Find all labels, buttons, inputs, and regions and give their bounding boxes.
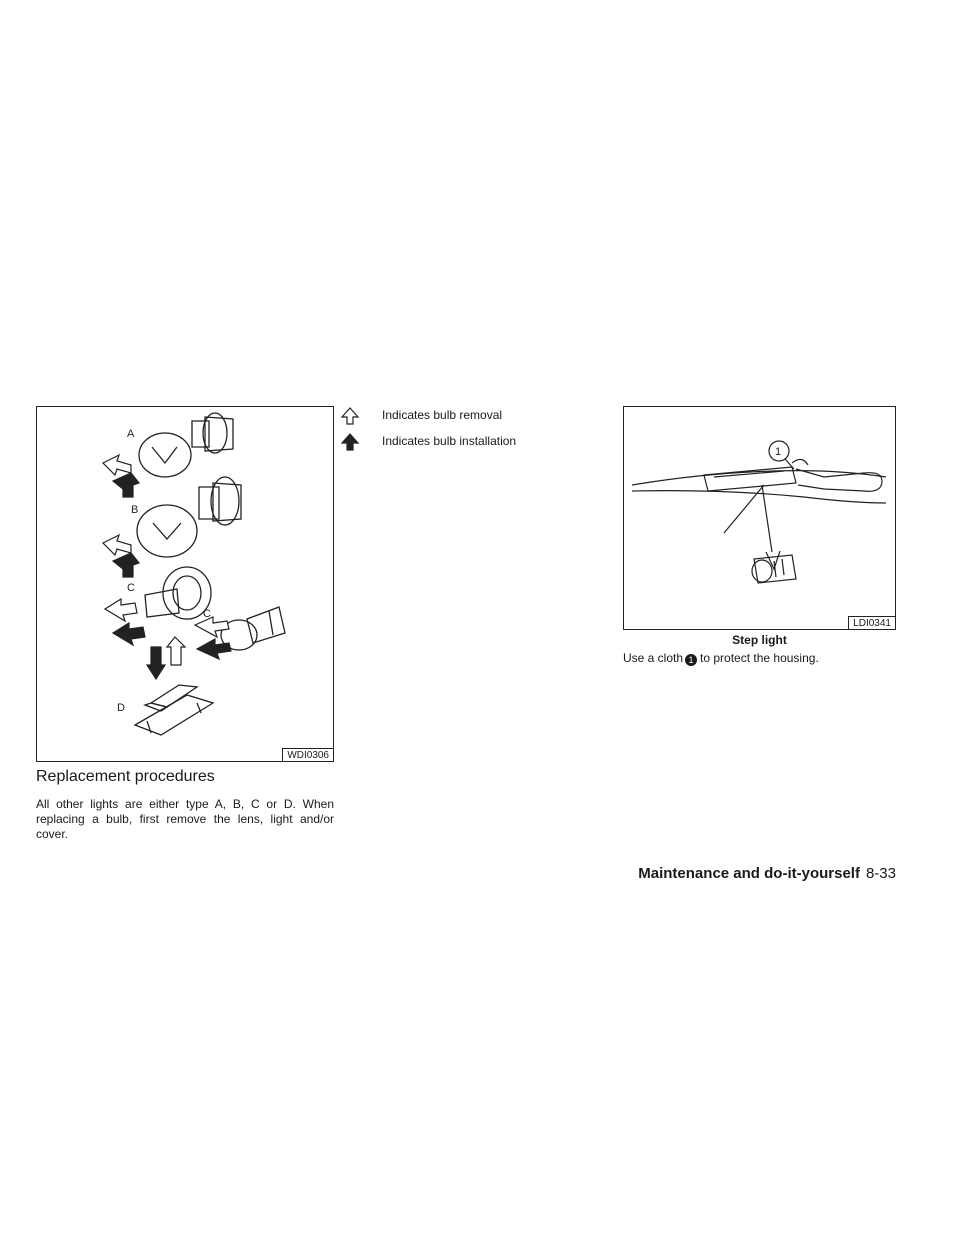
step-light-illustration — [623, 406, 896, 630]
legend-installation — [340, 432, 600, 452]
bulb-types-drawing — [37, 407, 333, 761]
bulb-b-icon — [137, 477, 241, 557]
step-light-note — [623, 651, 896, 666]
label-c2: C — [203, 608, 211, 620]
legend-removal-text: Indicates bulb removal — [382, 408, 503, 422]
step-light-drawing — [624, 407, 895, 629]
solid-arrow-up-icon — [340, 432, 360, 452]
circled-number-1-icon: 1 — [685, 654, 697, 666]
legend-removal — [340, 406, 600, 426]
label-b: B — [131, 504, 139, 516]
page-number: 8-33 — [865, 865, 896, 882]
bulb-d-festoon-icon — [135, 685, 213, 735]
legend-installation-text: Indicates bulb installation — [382, 434, 517, 448]
figure-caption: Step light — [732, 633, 787, 647]
note-before: Use a cloth — [623, 651, 684, 665]
bulb-c-wedge-icon — [221, 607, 285, 650]
bulb-types-illustration — [36, 406, 334, 762]
footer-section: Maintenance and do-it-yourself — [638, 865, 860, 882]
page-footer — [638, 865, 896, 882]
label-a: A — [127, 428, 135, 440]
callout-1: 1 — [775, 446, 782, 458]
bulb-c-socket-icon — [145, 567, 211, 619]
figure-code: WDI0306 — [282, 748, 333, 761]
note-after: to protect the housing. — [700, 651, 819, 665]
label-d: D — [117, 702, 125, 714]
section-paragraph: All other lights are either type A, B, C or D. When replacing a bulb, first remove the lens, light and/or cover. — [36, 797, 334, 841]
bulb-a-icon — [139, 413, 233, 477]
label-c1: C — [127, 582, 135, 594]
outline-arrow-up-icon — [340, 406, 360, 426]
section-heading: Replacement procedures — [36, 768, 215, 785]
figure-code: LDI0341 — [848, 616, 895, 629]
